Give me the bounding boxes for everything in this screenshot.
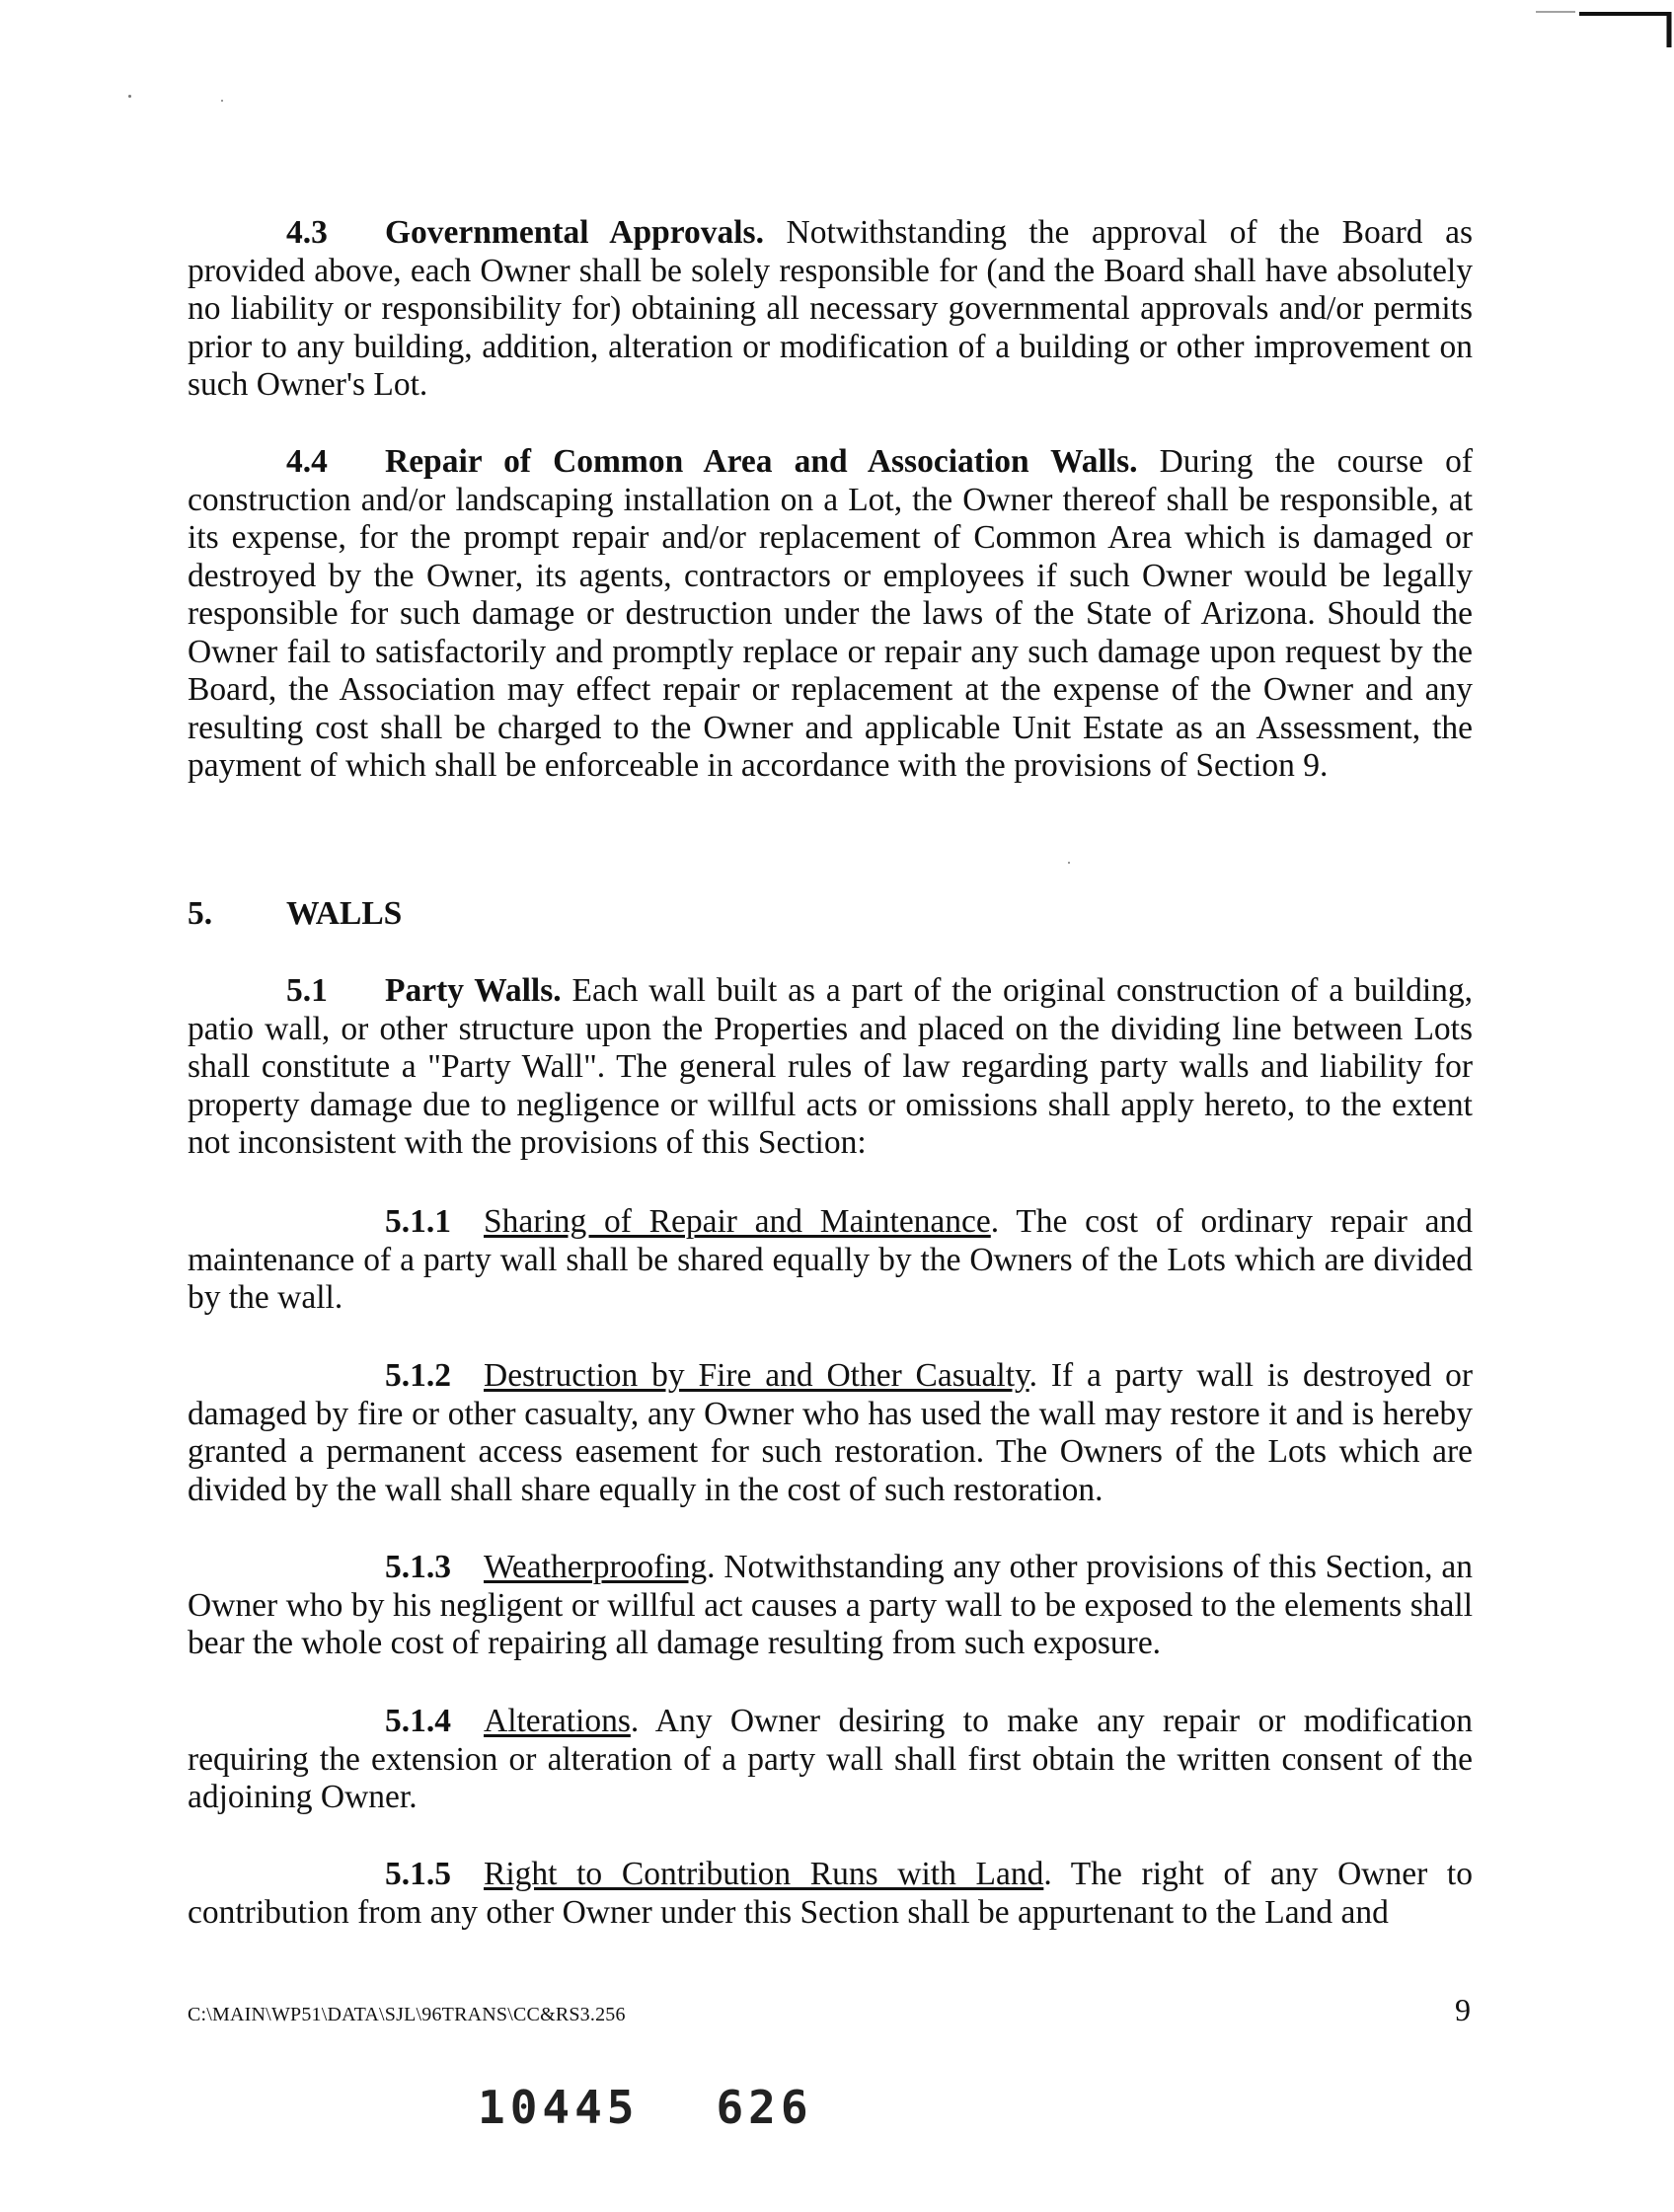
section-title: Governmental Approvals.: [385, 214, 764, 251]
scan-speck: [1068, 862, 1070, 864]
section-4-3: [188, 214, 1473, 405]
section-title: WALLS: [286, 895, 403, 932]
section-title: Right to Contribution Runs with Land: [484, 1856, 1044, 1892]
section-number: 5.1.1: [385, 1203, 451, 1240]
section-number: 5.1.3: [385, 1549, 451, 1585]
section-title: Destruction by Fire and Other Casualty: [484, 1357, 1029, 1394]
section-title: Sharing of Repair and Maintenance: [484, 1203, 991, 1240]
section-body: . Notwithstanding any other provisions of this Section, an Owner who by his negligent or willful act causes a party wall to be exposed to the elements shall bear the whole cost of repairing all damage resulting from such exposure.: [188, 1549, 1473, 1661]
scan-speck: [221, 100, 223, 102]
scan-edge-mark: [1516, 0, 1674, 47]
section-body: Each wall built as a part of the original construction of a building, patio wall, or other structure upon the Properties and placed on the dividing line between Lots shall constitute a "Party Wall". The general rules of law regarding party walls and liability for property damage due to negligence or willful acts or omissions shall apply hereto, to the extent not inconsistent with the provisions of this Section:: [188, 972, 1474, 1161]
stamp-book-number: 10445: [478, 2081, 640, 2134]
section-5-1-3: [188, 1549, 1473, 1663]
section-number: 5.1: [286, 972, 328, 1009]
footer-file-path: C:\MAIN\WP51\DATA\SJL\96TRANS\CC&RS3.256: [188, 2004, 626, 2025]
section-body: . The right of any Owner to contribution from any other Owner under this Section shall be appurtenant to the Land and: [188, 1856, 1473, 1931]
section-5-1: [188, 972, 1473, 1163]
scan-speck: [128, 95, 131, 98]
section-number: 5.1.4: [385, 1703, 451, 1739]
section-5-heading: [188, 895, 402, 933]
section-4-4: [188, 443, 1473, 786]
section-title: Repair of Common Area and Association Walls.: [385, 443, 1138, 480]
page-number: 9: [1455, 1992, 1471, 2027]
section-body: Notwithstanding the approval of the Board as provided above, each Owner shall be solely responsible for (and the Board shall have absolutely no liability or responsibility for) obtaining all necessary governmental approvals and/or permits prior to any building, addition, alteration or modification of a building or other improvement on such Owner's Lot.: [188, 214, 1474, 403]
section-title: Party Walls.: [385, 972, 562, 1009]
section-body: . Any Owner desiring to make any repair or modification requiring the extension or alteration of a party wall shall first obtain the written consent of the adjoining Owner.: [188, 1703, 1473, 1815]
section-title: Weatherproofing: [484, 1549, 708, 1585]
section-5-1-2: [188, 1357, 1473, 1509]
recording-stamp: [478, 2081, 813, 2134]
section-number: 4.3: [286, 214, 328, 251]
section-5-1-4: [188, 1703, 1473, 1817]
section-body: . If a party wall is destroyed or damaged by fire or other casualty, any Owner who has used the wall may restore it and is hereby granted a permanent access easement for such restoration. The Owners of the Lots which are divided by the wall shall share equally in the cost of such restoration.: [188, 1357, 1473, 1508]
section-number: 5.1.2: [385, 1357, 451, 1394]
section-number: 5.1.5: [385, 1856, 451, 1892]
section-number: 4.4: [286, 443, 328, 480]
section-5-1-5: [188, 1856, 1473, 1932]
section-title: Alterations: [484, 1703, 631, 1739]
section-5-1-1: [188, 1203, 1473, 1318]
section-body: During the course of construction and/or landscaping installation on a Lot, the Owner thereof shall be responsible, at its expense, for the prompt repair and/or replacement of Common Area which is damaged or destroyed by the Owner, its agents, contractors or employees if such Owner would be legally responsible for such damage or destruction under the laws of the State of Arizona. Should the Owner fail to satisfactorily and promptly replace or repair any such damage upon request by the Board, the Association may effect repair or replacement at the expense of the Owner and any resulting cost shall be charged to the Owner and applicable Unit Estate as an Assessment, the payment of which shall be enforceable in accordance with the provisions of Section 9.: [188, 443, 1473, 784]
section-number: 5.: [188, 895, 213, 932]
section-body: . The cost of ordinary repair and maintenance of a party wall shall be shared equally by the Owners of the Lots which are divided by the wall.: [188, 1203, 1473, 1316]
stamp-page-number: 626: [716, 2081, 813, 2134]
